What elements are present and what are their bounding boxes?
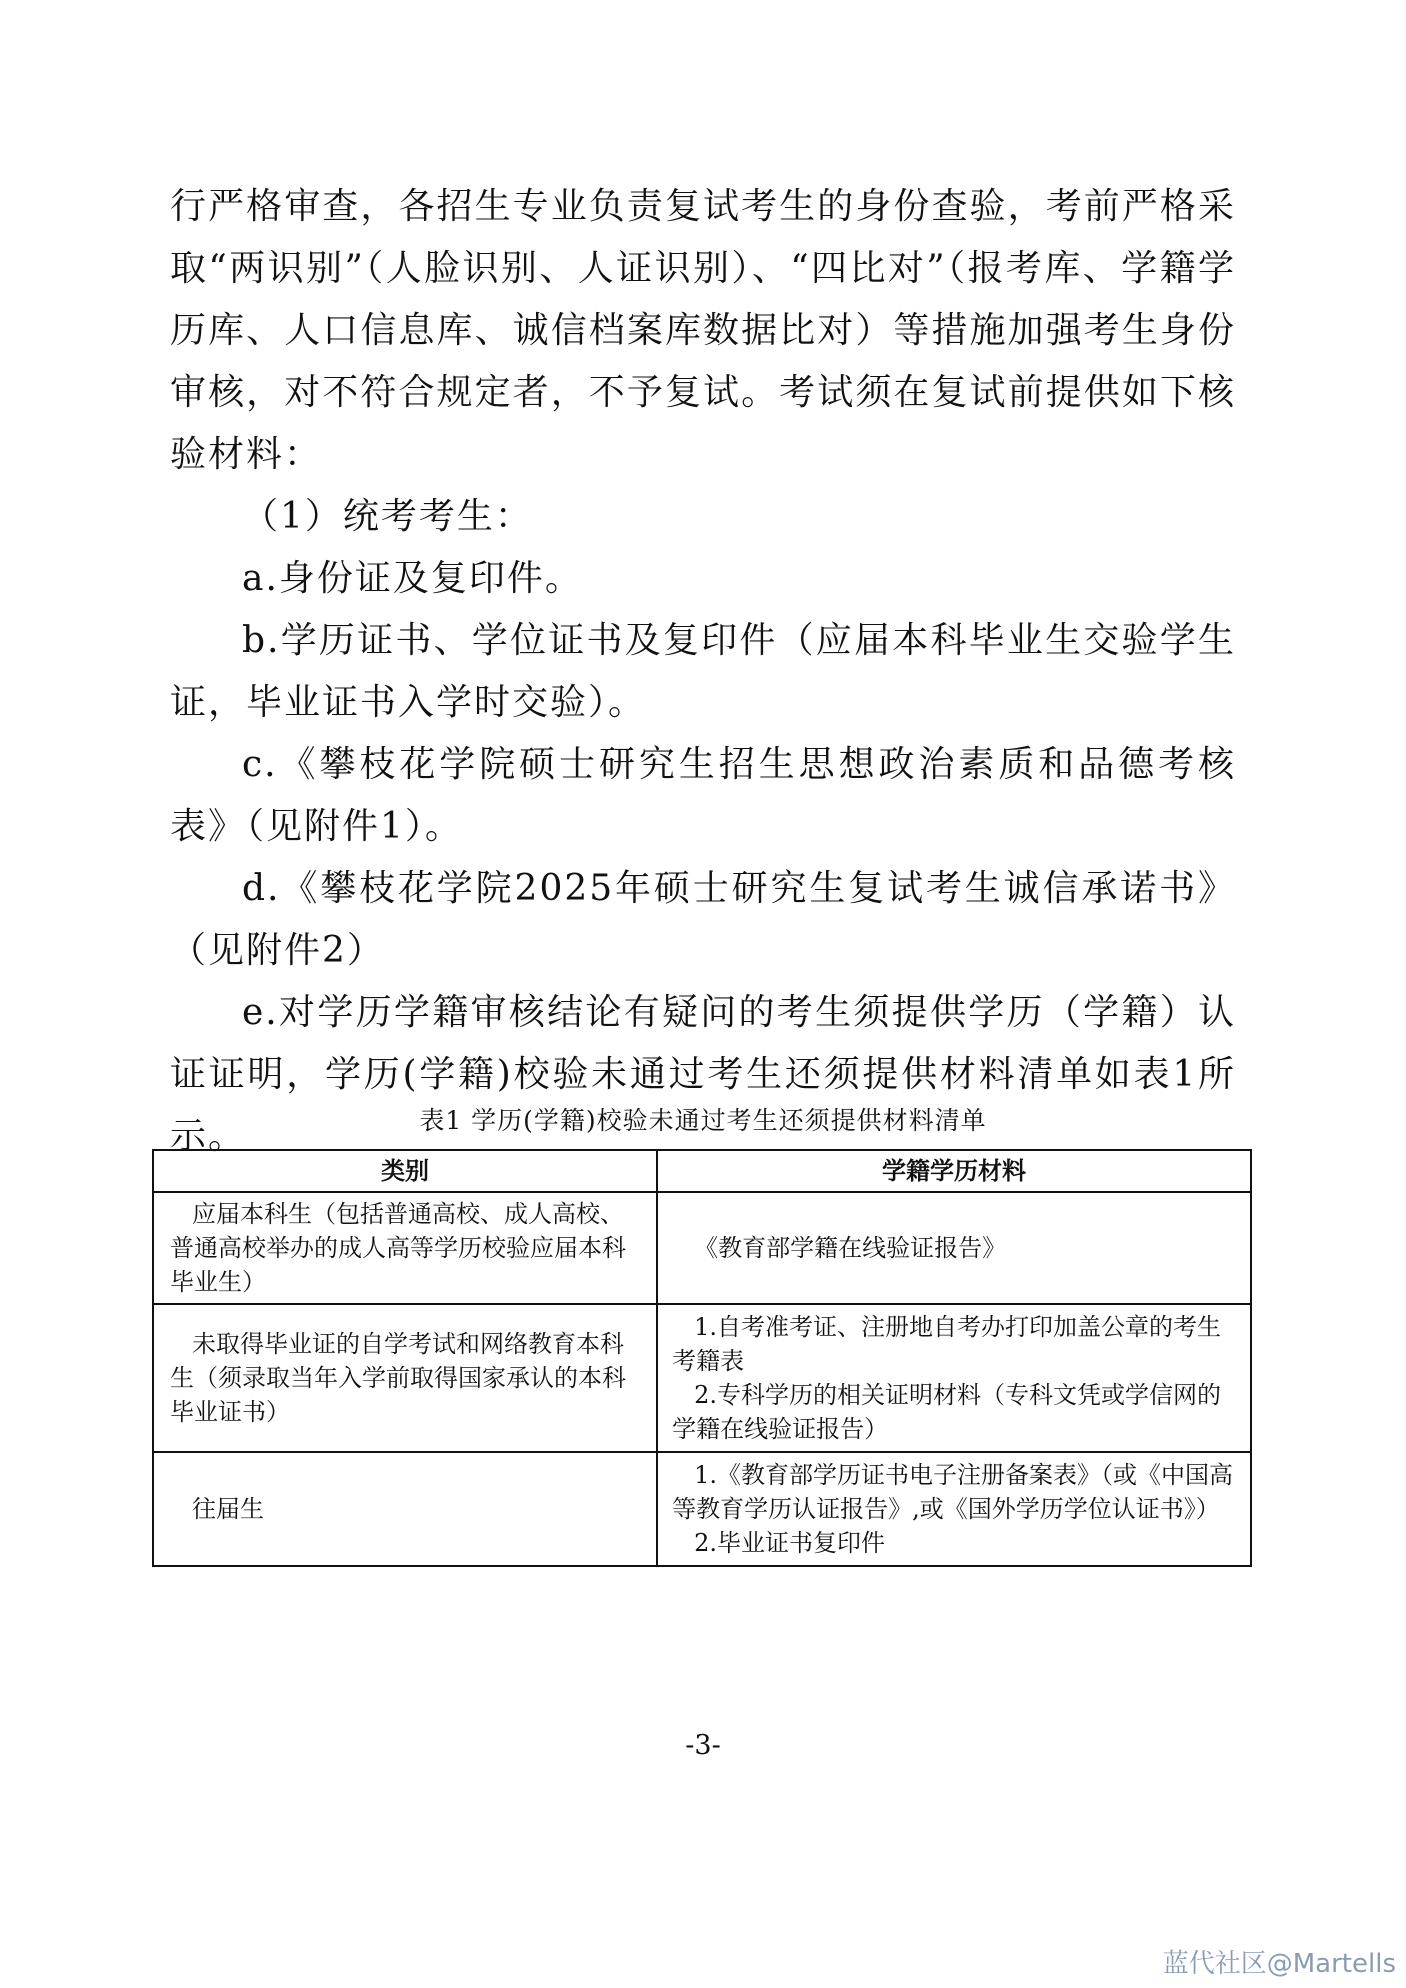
page-number: -3- [685,1730,721,1761]
table-caption: 表1 学历(学籍)校验未通过考生还须提供材料清单 [419,1106,987,1135]
materials-cell [657,1452,1251,1566]
paragraph-verification-intro: 行严格审查，各招生专业负责复试考生的身份查验，考前严格采取“两识别”（人脸识别、人证识别）、“四比对”（报考库、学籍学历库、人口信息库、诚信档案库数据比对）等措施加强考生身份审核，对不符合规定者，不予复试。考试须在复试前提供如下核验材料： [170,186,1236,475]
material-item: 2.专科学历的相关证明材料（专科文凭或学信网的学籍在线验证报告） [672,1381,1221,1443]
material-item: 《教育部学籍在线验证报告》 [694,1234,1007,1262]
material-item: 1.《教育部学历证书电子注册备案表》（或《中国高等教育学历认证报告》,或《国外学历学位认证书》） [672,1461,1233,1523]
material-item: 2.毕业证书复印件 [694,1529,885,1557]
category-text: 未取得毕业证的自学考试和网络教育本科生（须录取当年入学前取得国家承认的本科毕业证书） [170,1330,626,1426]
category-text: 往届生 [192,1495,264,1523]
paragraph-item-c: c.《攀枝花学院硕士研究生招生思想政治素质和品德考核表》（见附件1）。 [170,744,1236,847]
category-cell [153,1452,657,1566]
table-header-row [153,1150,1251,1192]
table-row [153,1452,1251,1566]
paragraph-item-b: b.学历证书、学位证书及复印件（应届本科毕业生交验学生证，毕业证书入学时交验）。 [170,620,1236,723]
body-text [170,176,1236,1168]
header-materials: 学籍学历材料 [657,1150,1251,1192]
header-category: 类别 [153,1150,657,1192]
watermark: 蓝代社区@Martells [1162,1949,1396,1979]
category-cell [153,1304,657,1452]
category-cell [153,1192,657,1304]
table-row [153,1192,1251,1304]
material-item: 1.自考准考证、注册地自考办打印加盖公章的考生考籍表 [672,1313,1221,1375]
paragraph-item-d: d.《攀枝花学院2025年硕士研究生复试考生诚信承诺书》（见附件2） [170,868,1236,971]
paragraph-unified-exam-heading: （1）统考考生： [242,496,533,537]
table-row [153,1304,1251,1452]
paragraph-item-a: a.身份证及复印件。 [242,558,583,599]
materials-table [152,1149,1252,1567]
category-text: 应届本科生（包括普通高校、成人高校、普通高校举办的成人高等学历校验应届本科毕业生） [170,1200,626,1296]
materials-cell [657,1304,1251,1452]
paragraph-item-e: e.对学历学籍审核结论有疑问的考生须提供学历（学籍）认证证明，学历(学籍)校验未通过考生还须提供材料清单如表1所示。 [170,992,1236,1157]
materials-cell [657,1192,1251,1304]
